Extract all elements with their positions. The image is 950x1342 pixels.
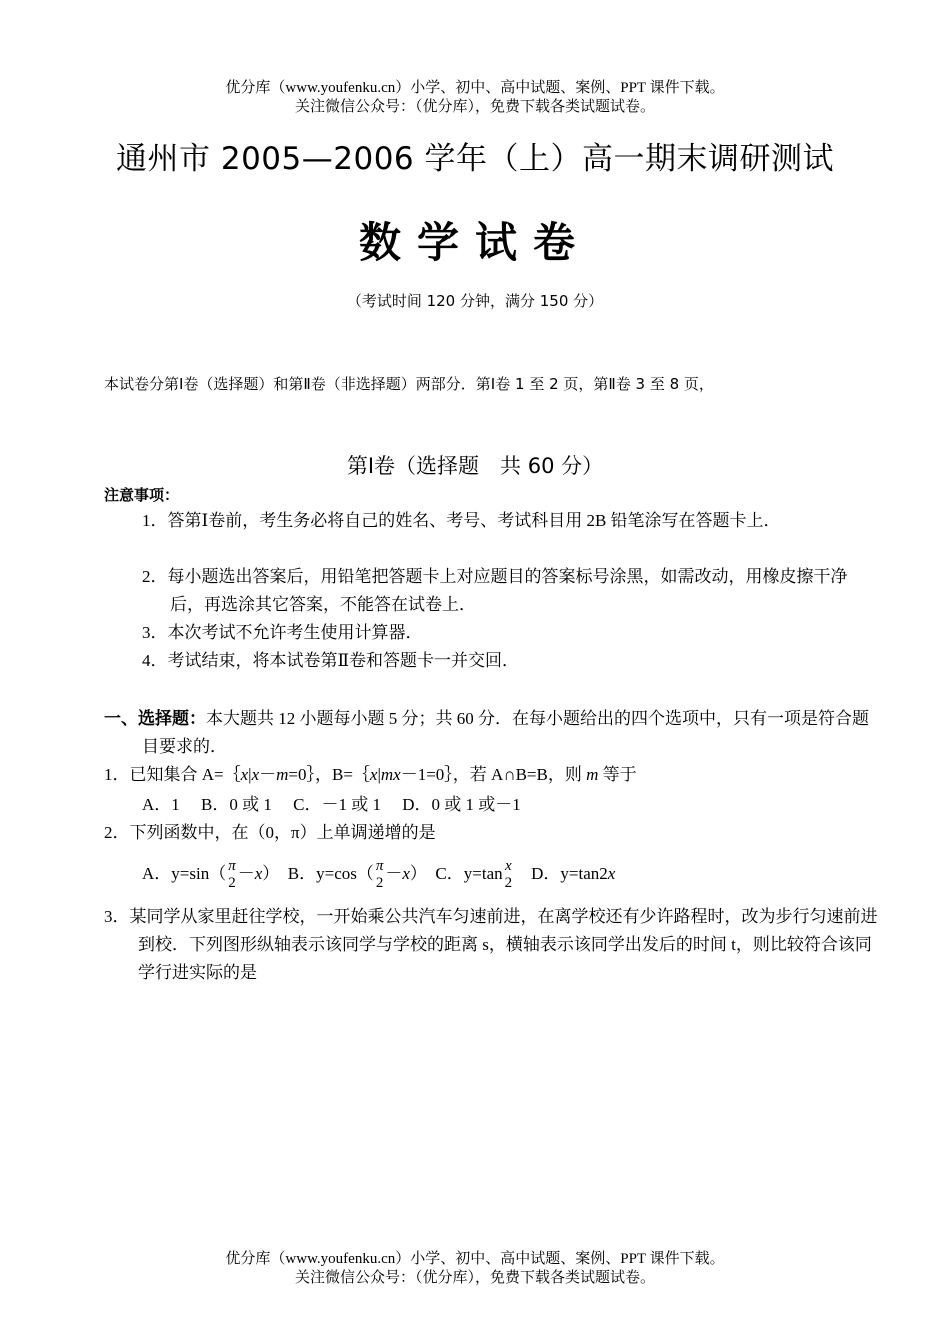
q2-option-b-fraction	[376, 858, 384, 892]
q2-b-two: 2	[375, 875, 384, 892]
section-heading: 第Ⅰ卷（选择题 共 60 分）	[346, 454, 604, 478]
part1-description: 本大题共 12 小题每小题 5 分；共 60 分．在每小题给出的四个选项中，只有一项是符合题目要求的．	[142, 709, 869, 756]
q1-var-x1: x	[240, 765, 249, 784]
q1-options: A．1 B．0 或 1 C．－1 或 1 D．0 或 1 或－1	[142, 795, 521, 814]
note-2: 2．每小题选出答案后，用铅笔把答题卡上对应题目的答案标号涂黑，如需改动，用橡皮擦干净后，再选涂其它答案，不能答在试卷上．	[142, 567, 848, 614]
q2-option-d-x: x	[607, 864, 616, 883]
note-1: 1．答第Ⅰ卷前，考生务必将自己的姓名、考号、考试科目用 2B 铅笔涂写在答题卡上．	[142, 511, 781, 530]
exam-title: 通州市 2005—2006 学年（上）高一期末调研测试	[116, 141, 834, 177]
notice-title: 注意事项：	[104, 486, 180, 504]
question-3	[104, 903, 880, 987]
part1-block	[104, 705, 884, 761]
part1-label: 一、选择题：	[104, 709, 206, 729]
q1-text-a: 已知集合 A=｛	[129, 765, 241, 784]
footer-line-1: 优分库（www.youfenku.cn）小学、初中、高中试题、案例、PPT 课件下载。	[225, 1251, 725, 1267]
q3-number: 3．	[104, 907, 130, 926]
q2-option-b-minus: －	[385, 864, 403, 883]
q2-option-b-x: x	[402, 864, 410, 883]
q1-var-m2: m	[586, 765, 599, 784]
q2-option-a-prefix: A．y=sin（	[142, 864, 227, 883]
q1-text-c: －1=0｝，若 A∩B=B，则	[400, 765, 582, 784]
q2-options	[142, 852, 615, 896]
exam-info: （考试时间 120 分钟，满分 150 分）	[346, 292, 604, 310]
q2-c-x: x	[505, 858, 512, 875]
note-4: 4．考试结束，将本试卷第Ⅱ卷和答题卡一并交回．	[142, 651, 520, 670]
q2-a-two: 2	[228, 875, 236, 892]
q1-var-mx: mx	[380, 765, 401, 784]
note-3: 3．本次考试不允许考生使用计算器．	[142, 623, 423, 642]
q2-option-a-end: ）	[262, 864, 271, 883]
q2-a-pi: π	[228, 858, 236, 875]
subject-title: 数学试卷	[358, 218, 591, 267]
q2-option-c-prefix: C．y=tan	[435, 864, 503, 883]
q2-option-b-end: ）	[409, 864, 419, 883]
footer-line-2: 关注微信公众号：（优分库），免费下载各类试题试卷。	[294, 1270, 655, 1286]
q1-text-d: 等于	[602, 765, 637, 784]
intro-paragraph: 本试卷分第Ⅰ卷（选择题）和第Ⅱ卷（非选择题）两部分．第Ⅰ卷 1 至 2 页，第Ⅱ卷 3 至 8 页，	[104, 375, 714, 393]
q2-stem: 下列函数中，在（0，π）上单调递增的是	[129, 823, 436, 842]
header-line-1: 优分库（www.youfenku.cn）小学、初中、高中试题、案例、PPT 课件下载。	[225, 80, 725, 96]
q1-number: 1．	[104, 765, 130, 784]
q2-option-d-prefix: D．y=tan2	[531, 864, 608, 883]
q2-option-a-minus: －	[237, 864, 255, 883]
q2-option-b-prefix: B．y=cos（	[287, 864, 374, 883]
question-2	[104, 819, 436, 847]
q1-bar-2: |	[377, 765, 381, 784]
q1-minus: －	[259, 765, 277, 784]
q1-text-b: =0｝，B=｛	[288, 765, 370, 784]
q1-bar: |	[248, 765, 252, 784]
header-line-2: 关注微信公众号：（优分库），免费下载各类试题试卷。	[294, 99, 655, 115]
q2-option-a-x: x	[254, 864, 263, 883]
q2-number: 2．	[104, 823, 130, 842]
q2-option-c-fraction	[505, 858, 513, 892]
q1-var-x2: x	[251, 765, 260, 784]
q2-c-two: 2	[504, 875, 513, 892]
q2-b-pi: π	[375, 858, 384, 875]
q1-var-x3: x	[369, 765, 378, 784]
q2-option-a-fraction	[228, 858, 236, 892]
q3-text: 某同学从家里赶往学校，一开始乘公共汽车匀速前进，在离学校还有少许路程时，改为步行匀速前进到校．下列图形纵轴表示该同学与学校的距离 s，横轴表示该同学出发后的时间 t，则比较符合该同学行进实际的是	[129, 907, 878, 982]
question-1	[104, 761, 637, 789]
q1-var-m1: m	[276, 765, 289, 784]
